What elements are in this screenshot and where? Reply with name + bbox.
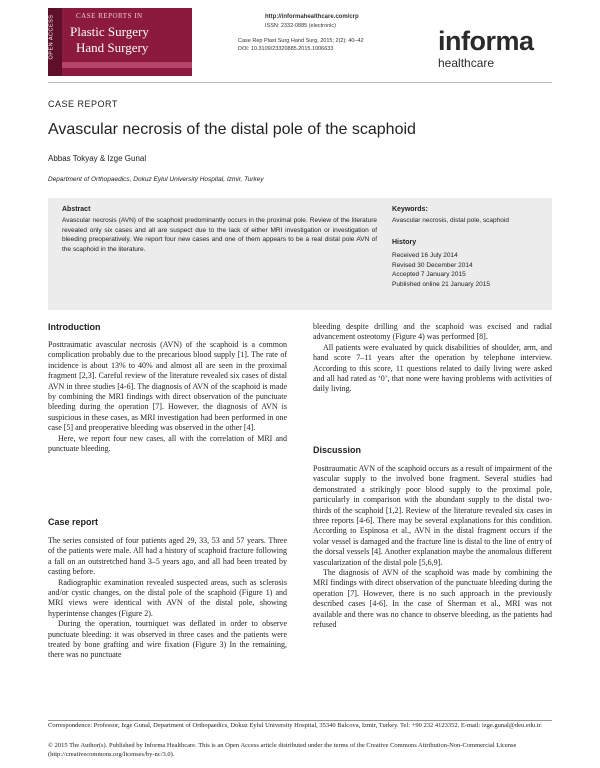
open-access-label: OPEN ACCESS bbox=[48, 14, 55, 60]
journal-logo bbox=[48, 8, 192, 76]
right-column-top bbox=[313, 322, 552, 395]
logo-stripe bbox=[62, 62, 192, 68]
journal-url[interactable]: http://informahealthcare.com/crp bbox=[265, 14, 359, 20]
history-published: Published online 21 January 2015 bbox=[392, 280, 490, 288]
abstract-box bbox=[48, 198, 552, 310]
citation: Case Rep Plast Surg Hand Surg, 2015; 2(2): 40–42 bbox=[238, 38, 364, 44]
section-label: CASE REPORT bbox=[48, 99, 118, 109]
abstract-heading: Abstract bbox=[62, 206, 91, 213]
case-paragraph-3: During the operation, tourniquet was deflated in order to observe punctuate bleeding: it was observed in three cases and the patients were treated by bone grafting and wire fixation (Figure 3) In the remaining, there was no punctuate bbox=[48, 619, 287, 660]
journal-title-line2: Plastic Surgery bbox=[70, 24, 149, 39]
journal-title-line3: Hand Surgery bbox=[76, 40, 149, 55]
journal-title-line1: CASE REPORTS IN bbox=[76, 12, 143, 20]
history-revised: Revised 30 December 2014 bbox=[392, 261, 473, 269]
left-column-intro bbox=[48, 340, 287, 454]
discussion-paragraph-1: Posttraumatic AVN of the scaphoid occurs as a result of impairment of the vascular supply to the involved bone fragment. Several studies had demonstrated a strikingly poor blood supply to the proximal pole, particularly in comparison with the abundant supply to the distal two-thirds of the scaphoid [1,2]. Review of the literature revealed six cases in three reports [4-6]. There may be several explanations for this condition. According to Espinosa et al., AVN in the distal fragment occurs if the volar vessel is damaged and the fracture line is distal to the line of entry of the dorsal vessels [4]. Another explanation maybe the anomalous different vascularization of the distal pole [5,6,9]. bbox=[313, 464, 552, 567]
authors: Abbas Tokyay & Izge Gunal bbox=[48, 154, 147, 163]
affiliation: Department of Orthopaedics, Dokuz Eylul University Hospital, Izmir, Turkey bbox=[48, 176, 264, 183]
case-paragraph-2: Radiographic examination revealed suspected areas, such as sclerosis and/or cystic changes, on the distal pole of the scaphoid (Figure 1) and MRI views were identical with AVN of the distal pole, showing hyperintense changes (Figure 2). bbox=[48, 577, 287, 618]
issn: ISSN: 2332-0885 (electronic) bbox=[265, 23, 336, 29]
open-access-band bbox=[48, 8, 62, 76]
copyright-note: © 2015 The Author(s). Published by Informa Healthcare. This is an Open Access article distributed under the terms of the Creative Commons Attribution-Non-Commercial License (http://creativecommons.org/licenses/by-nc/3.0). bbox=[48, 742, 517, 758]
left-column-case bbox=[48, 536, 287, 661]
keywords-heading: Keywords: bbox=[392, 206, 428, 213]
history-heading: History bbox=[392, 239, 417, 246]
history-accepted: Accepted 7 January 2015 bbox=[392, 271, 466, 278]
introduction-heading: Introduction bbox=[48, 322, 101, 332]
intro-paragraph-1: Posttraumatic avascular necrosis (AVN) of the scaphoid is a common complication probably due to the precarious blood supply [1]. The rate of incidence is about 13% to 40% and almost all are seen in the proximal fragment [2,3]. Careful review of the literature revealed six cases of distal AVN in three studies [4-6]. The diagnosis of AVN of the scaphoid is made by combining the MRI findings with direct observation of the punctuate bleeding during the operation [7]. However, the diagnosis of AVN is suspicious in these cases, as MRI investigation had been performed in one case [5] and preoperative bleeding was observed in the other [4]. bbox=[48, 340, 287, 433]
keywords-text: Avascular necrosis, distal pole, scaphoid bbox=[392, 217, 509, 224]
publisher-sub: healthcare bbox=[438, 56, 495, 70]
publisher-logo bbox=[438, 28, 534, 69]
footer-divider bbox=[48, 720, 552, 721]
history-received: Received 16 July 2014 bbox=[392, 252, 458, 259]
publisher-name: informa bbox=[438, 26, 534, 56]
case-paragraph-1: The series consisted of four patients aged 29, 33, 53 and 57 years. Three of the patients were male. All had a history of scaphoid fracture following a fall on an outstretched hand 3–5 years ago, and all had been treated by casting before. bbox=[48, 536, 287, 577]
doi[interactable]: DOI: 10.3109/23320885.2015.1006633 bbox=[238, 46, 334, 52]
abstract-text: Avascular necrosis (AVN) of the scaphoid predominantly occurs in the proximal pole. Review of the literature revealed only six cases and all are suspect due to the lack of either MRI investigation or investigation of bleeding preoperatively. We report four new cases and one of them appears to be a real distal pole AVN of the scaphoid in the literature. bbox=[62, 217, 377, 254]
discussion-paragraph-2: The diagnosis of AVN of the scaphoid was made by combining the MRI findings with direct observation of the punctuate bleeding during the operation [7]. However, there is no such approach in the previously described cases [4-6]. In the case of Sherman et al., MRI was not available and there was no chance to observe bleeding, as the patients had refused bbox=[313, 568, 552, 630]
right-column-discussion bbox=[313, 464, 552, 631]
discussion-heading: Discussion bbox=[313, 445, 362, 455]
case-paragraph-4: All patients were evaluated by quick disabilities of shoulder, arm, and hand score 7–11 years after the operation by telephone interview. According to this score, 11 questions related to daily living were asked and all had rated as ‘0’, that none were having problems with activities of daily living. bbox=[313, 342, 552, 394]
header-divider bbox=[48, 82, 552, 83]
case-paragraph-continued: bleeding despite drilling and the scaphoid was excised and radial advancement osteotomy (Figure 4) was performed [8]. bbox=[313, 322, 552, 342]
correspondence-note: Correspondence: Professor, Izge Gunal, Department of Orthopaedics, Dokuz Eylul University Hospital, 35340 Balcova, Izmir, Turkey. Tel: +90 232 4123352. E-mail: izge.gunal@deu.edu.tr. bbox=[48, 722, 543, 729]
article-title: Avascular necrosis of the distal pole of the scaphoid bbox=[48, 121, 416, 138]
case-report-heading: Case report bbox=[48, 517, 99, 527]
intro-paragraph-2: Here, we report four new cases, all with the correlation of MRI and punctuate bleeding. bbox=[48, 433, 287, 454]
